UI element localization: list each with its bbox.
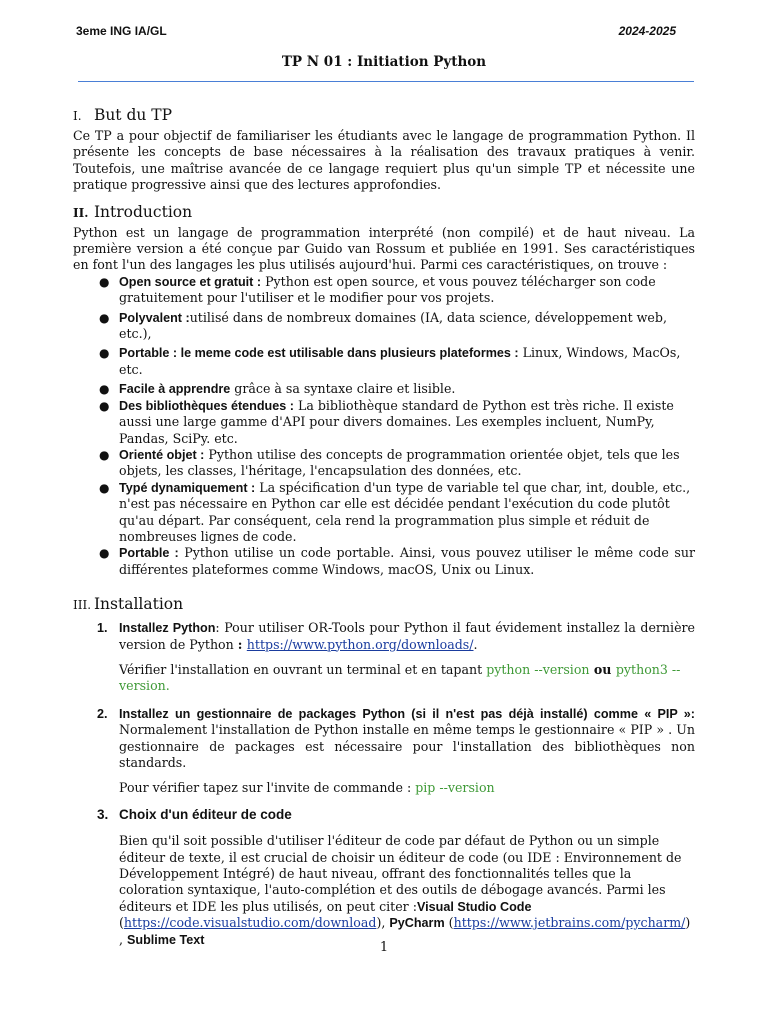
python-download-link[interactable]: https://www.python.org/downloads/ bbox=[246, 636, 474, 652]
pycharm-link[interactable]: https://www.jetbrains.com/pycharm/ bbox=[453, 915, 686, 931]
page-number: 1 bbox=[379, 940, 389, 955]
section-title: But du TP bbox=[93, 106, 173, 124]
list-item: ● Portable : Python utilise un code portable. Ainsi, vous pouvez utiliser le même code sur différentes plateformes comme Windows, macOS, Unix ou Linux. bbox=[99, 545, 695, 577]
code-snippet: python3 --version. bbox=[119, 661, 681, 694]
section-title: Installation bbox=[93, 595, 184, 614]
header-year: 2024-2025 bbox=[618, 24, 676, 38]
list-item: ● Facile à apprendre grâce à sa syntaxe claire et lisible. bbox=[99, 381, 456, 397]
section-heading-installation: III. Installation bbox=[73, 595, 184, 614]
section-heading-but: I. But du TP bbox=[73, 106, 173, 124]
section-paragraph: Ce TP a pour objectif de familiariser les étudiants avec le langage de programmation Python. Il présente les concepts de base nécessaires à la réalisation des travaux pratiques à venir. Toutefois, une maîtrise avancée de ce langage requiert plus qu'un simple TP et nécessite une pratique progressive ainsi que des lectures approfondies. bbox=[73, 128, 695, 193]
list-item: ● Orienté objet : Python utilise des concepts de programmation orientée objet, tels que les objets, les classes, l'héritage, l'encapsulation des données, etc. bbox=[99, 446, 680, 479]
list-item: ● Typé dynamiquement : La spécification d'un type de variable tel que char, int, double, etc., n'est pas nécessaire en Python car elle est décidée pendant l'exécution du code plutôt qu'au départ. Par conséquent, cela rend la programmation plus simple et réduit de nombreuses lignes de code. bbox=[99, 479, 691, 544]
header-class: 3eme ING IA/GL bbox=[76, 24, 167, 38]
step-title: Choix d'un éditeur de code bbox=[119, 806, 292, 822]
list-item: ● Polyvalent :utilisé dans de nombreux domaines (IA, data science, développement web, etc.), bbox=[99, 309, 667, 342]
list-item: ● Open source et gratuit : Python est open source, et vous pouvez télécharger son code gratuitement pour l'utiliser et le modifier pour vos projets. bbox=[99, 273, 656, 306]
section-heading-introduction: II. Introduction bbox=[73, 202, 193, 221]
list-item: ● Portable : le meme code est utilisable dans plusieurs plateformes : Linux, Windows, MacOs, etc. bbox=[99, 345, 681, 377]
header-divider bbox=[78, 81, 694, 82]
install-steps bbox=[73, 620, 695, 948]
vscode-link[interactable]: https://code.visualstudio.com/download bbox=[123, 915, 377, 931]
code-snippet: python --version bbox=[486, 661, 590, 677]
section-title: Introduction bbox=[93, 202, 193, 221]
document-title: TP N 01 : Initiation Python bbox=[281, 54, 487, 70]
list-item: ● Des bibliothèques étendues : La bibliothèque standard de Python est très riche. Il existe aussi une large gamme d'API pour divers domaines. Les exemples incluent, NumPy, Pandas, SciPy. etc. bbox=[99, 397, 674, 446]
step-item: 2. Installez un gestionnaire de packages Python (si il n'est pas déjà installé) comme « PIP »: Normalement l'installation de Python installe en même temps le gestionnaire « PIP » . Un gestionnaire de packages est nécessaire pour l'installation des bibliothèques non standards. Pour vérifier tapez sur l'invite de commande : pip --version bbox=[97, 706, 695, 796]
feature-list bbox=[73, 274, 695, 578]
document-body bbox=[73, 106, 695, 948]
code-snippet: pip --version bbox=[415, 780, 495, 796]
step-item: 1. Installez Python: Pour utiliser OR-Tools pour Python il faut évidement installez la dernière version de Python : https://www.python.org/downloads/. Vérifier l'installation en ouvrant un terminal et en tapant python --version ou python3 --version. bbox=[97, 620, 695, 694]
step-item: 3. Choix d'un éditeur de code Bien qu'il soit possible d'utiliser l'éditeur de code par défaut de Python ou un simple éditeur de texte, il est crucial de choisir un éditeur de code (ou IDE : Environnement de Développement Intégré) de haut niveau, offrant des fonctionnalités telles que la coloration syntaxique, l'auto-complétion et des outils de débogage avancés. Parmi les éditeurs et IDE les plus utilisés, on peut citer :Visual Studio Code (https://code.visualstudio.com/download), PyCharm (https://www.jetbrains.com/pycharm/) , Sublime Text bbox=[97, 806, 691, 947]
section-paragraph: Python est un langage de programmation interprété (non compilé) et de haut niveau. La première version a été conçue par Guido van Rossum et publiée en 1991. Ses caractéristiques en font l'un des langages les plus utilisés aujourd'hui. Parmi ces caractéristiques, on trouve : bbox=[73, 224, 695, 273]
